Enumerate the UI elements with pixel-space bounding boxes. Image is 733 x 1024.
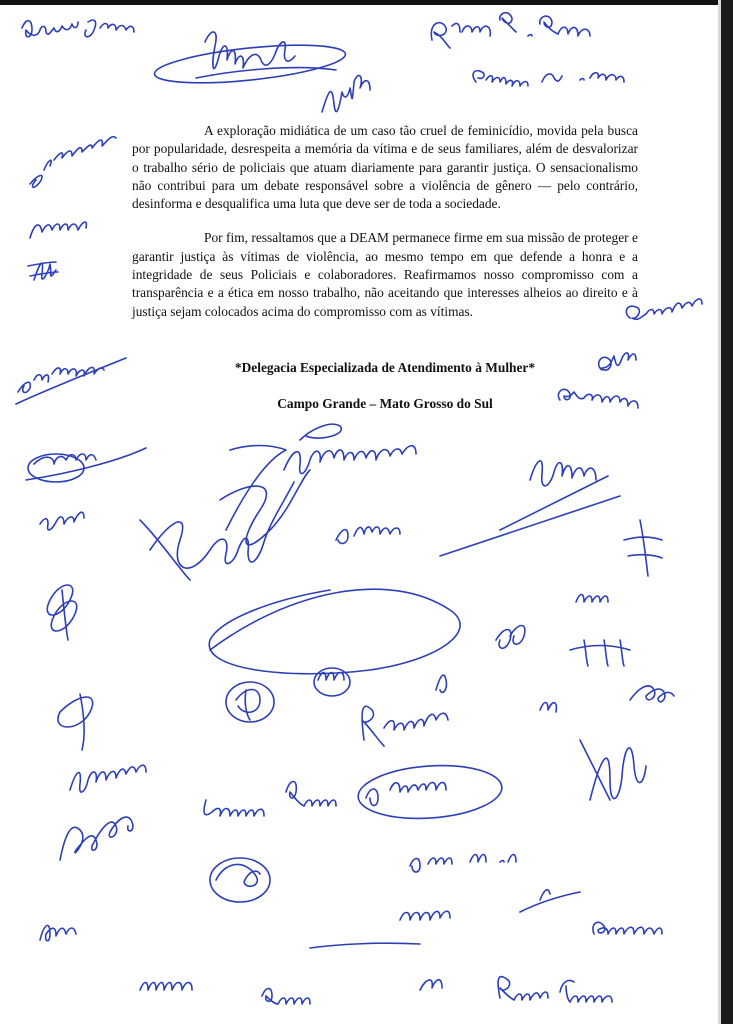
signature-juv: [70, 765, 146, 792]
signature-right-scribble: [440, 461, 620, 556]
signature-right-hash: [624, 520, 662, 576]
signature-low-left-big: [60, 817, 133, 860]
signature-ana-maria: [16, 358, 126, 404]
signature-center-oval: [209, 589, 460, 674]
signature-rodney-torres: [498, 977, 612, 1002]
scan-right-edge: [721, 0, 733, 1024]
signature-small-mid-right: [540, 703, 556, 713]
scan-top-edge: [0, 0, 733, 5]
signature-right-lines: [570, 640, 630, 666]
signature-low-circle-ring: [210, 858, 270, 902]
signature-low-circle: [216, 864, 260, 886]
signature-larissa: [204, 782, 446, 817]
signature-pires: [284, 424, 416, 473]
signature-left-small: [40, 512, 84, 530]
signature-padre: [410, 855, 516, 873]
signature-mc: [318, 673, 344, 681]
signature-left-circle: [28, 454, 84, 482]
signature-circle-mid: [236, 690, 260, 721]
signature-left-circle-scribble: [26, 448, 146, 480]
signature-elis-ingaria: [30, 137, 116, 188]
signature-right-small: [576, 595, 608, 603]
signature-top-center-loop: [153, 38, 347, 90]
signature-bottom-left: [140, 983, 192, 991]
signature-low-center: [310, 911, 450, 948]
letter-body: [132, 122, 638, 321]
signature-mid-right-loops: [496, 626, 525, 649]
signature-left-mid: [58, 694, 93, 750]
signature-top-center: [196, 32, 336, 78]
signature-jarcosto: [593, 922, 662, 934]
signature-center-large-left: [140, 446, 310, 581]
signature-circle-mid-ring: [226, 682, 274, 722]
signature-left-annunk: [30, 222, 86, 238]
signature-bottom-center: [420, 980, 442, 990]
signature-rassis: [262, 989, 310, 1005]
paragraph-media-exploitation: A exploração midiática de um caso tão cruel de feminicídio, movida pela busca por popularidade, desrespeita a memória da vítima e de seus familiares, além de desvalorizar o trabalho sério de policiais que atuam diariamente para garantir justiça. O sensacionalismo não contribui para um debate responsável sobre a violência de gênero — pelo contrário, desinforma e desqualifica uma luta que deve ser de toda a sociedade.: [132, 123, 638, 212]
signature-mc-ring: [314, 668, 350, 696]
signature-small-top: [322, 75, 370, 112]
signature-rafael-rosa: [431, 13, 590, 48]
signature-rayman-jara: [22, 20, 134, 37]
signature-left-loops: [47, 585, 76, 640]
signature-far-right: [630, 686, 674, 702]
paragraph-conclusion: Por fim, ressaltamos que a DEAM permanece firme em sua missão de proteger e garantir justiça às vítimas de violência, ao mesmo tempo em que defende a honra e a integridade de seus Policiais e colaboradores. Reafirmamos nosso compromisso com a transparência e a ética em nosso trabalho, não aceitando que interesses alheios ao direito e à justiça sejam colocados acima do compromisso com as vítimas.: [132, 230, 638, 319]
signature-gabriella-soto: [473, 71, 624, 86]
signature-low-left-2: [40, 925, 76, 940]
signature-silva: [336, 527, 400, 544]
signature-left-hash: [28, 262, 58, 280]
signature-ortiz-loop: [356, 761, 503, 823]
signature-right-tall: [580, 740, 646, 800]
signature-roberto: [362, 675, 448, 746]
organization-name: *Delegacia Especializada de Atendimento à Mulher*: [234, 360, 536, 375]
signature-low-right-line: [520, 890, 580, 912]
organization-location: Campo Grande – Mato Grosso do Sul: [277, 396, 493, 411]
